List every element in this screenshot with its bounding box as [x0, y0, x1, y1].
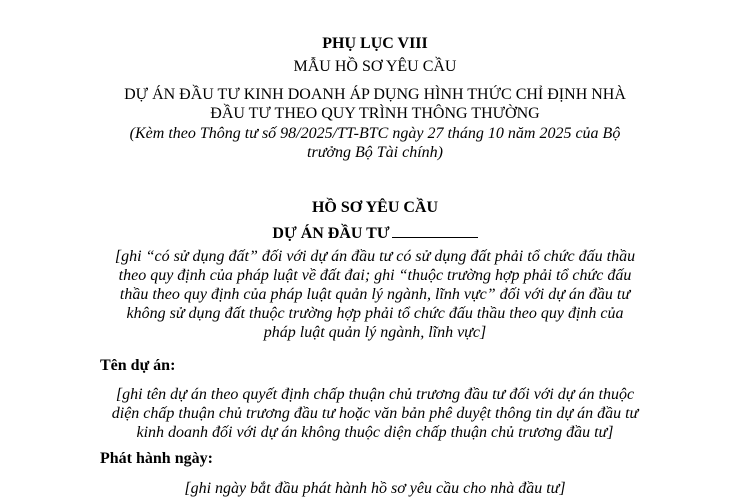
appendix-title: PHỤ LỤC VIII — [322, 35, 428, 52]
project-blank — [392, 223, 478, 238]
project-label: DỰ ÁN ĐẦU TƯ — [272, 225, 390, 242]
project-name-hint-line: kinh doanh đối với dự án không thuộc diện chấp thuận chủ trương đầu tư] — [136, 424, 614, 441]
issue-date-label: Phát hành ngày: — [100, 450, 213, 467]
note-line: [ghi “có sử dụng đất” đối với dự án đầu tư có sử dụng đất phải tổ chức đấu thầu — [114, 248, 636, 265]
form-title: MẪU HỒ SƠ YÊU CẦU — [293, 58, 457, 75]
note-line: pháp luật quản lý ngành, lĩnh vực] — [263, 324, 487, 341]
issue-date-hint: [ghi ngày bắt đầu phát hành hồ sơ yêu cầu cho nhà đầu tư] — [184, 480, 566, 497]
project-name-label: Tên dự án: — [100, 357, 176, 374]
note-line: thầu theo quy định của pháp luật quản lý ngành, lĩnh vực” đối với dự án đầu tư — [119, 286, 631, 303]
reference-line-2: trưởng Bộ Tài chính) — [307, 144, 443, 161]
reference-line-1: (Kèm theo Thông tư số 98/2025/TT-BTC ngày 27 tháng 10 năm 2025 của Bộ — [129, 125, 621, 142]
subject-line-2: ĐẦU TƯ THEO QUY TRÌNH THÔNG THƯỜNG — [210, 105, 540, 122]
subject-line-1: DỰ ÁN ĐẦU TƯ KINH DOANH ÁP DỤNG HÌNH THỨC CHỈ ĐỊNH NHÀ — [124, 86, 626, 103]
project-name-hint-line: diện chấp thuận chủ trương đầu tư hoặc văn bản phê duyệt thông tin dự án đầu tư — [111, 405, 639, 422]
project-label-line — [0, 223, 750, 243]
note-line: không sử dụng đất thuộc trường hợp phải tổ chức đấu thầu theo quy định của — [126, 305, 624, 322]
cover-title: HỒ SƠ YÊU CẦU — [311, 199, 439, 216]
project-name-hint-line: [ghi tên dự án theo quyết định chấp thuận chủ trương đầu tư đối với dự án thuộc — [115, 386, 635, 403]
note-line: theo quy định của pháp luật về đất đai; ghi “thuộc trường hợp phải tổ chức đấu — [118, 267, 632, 284]
